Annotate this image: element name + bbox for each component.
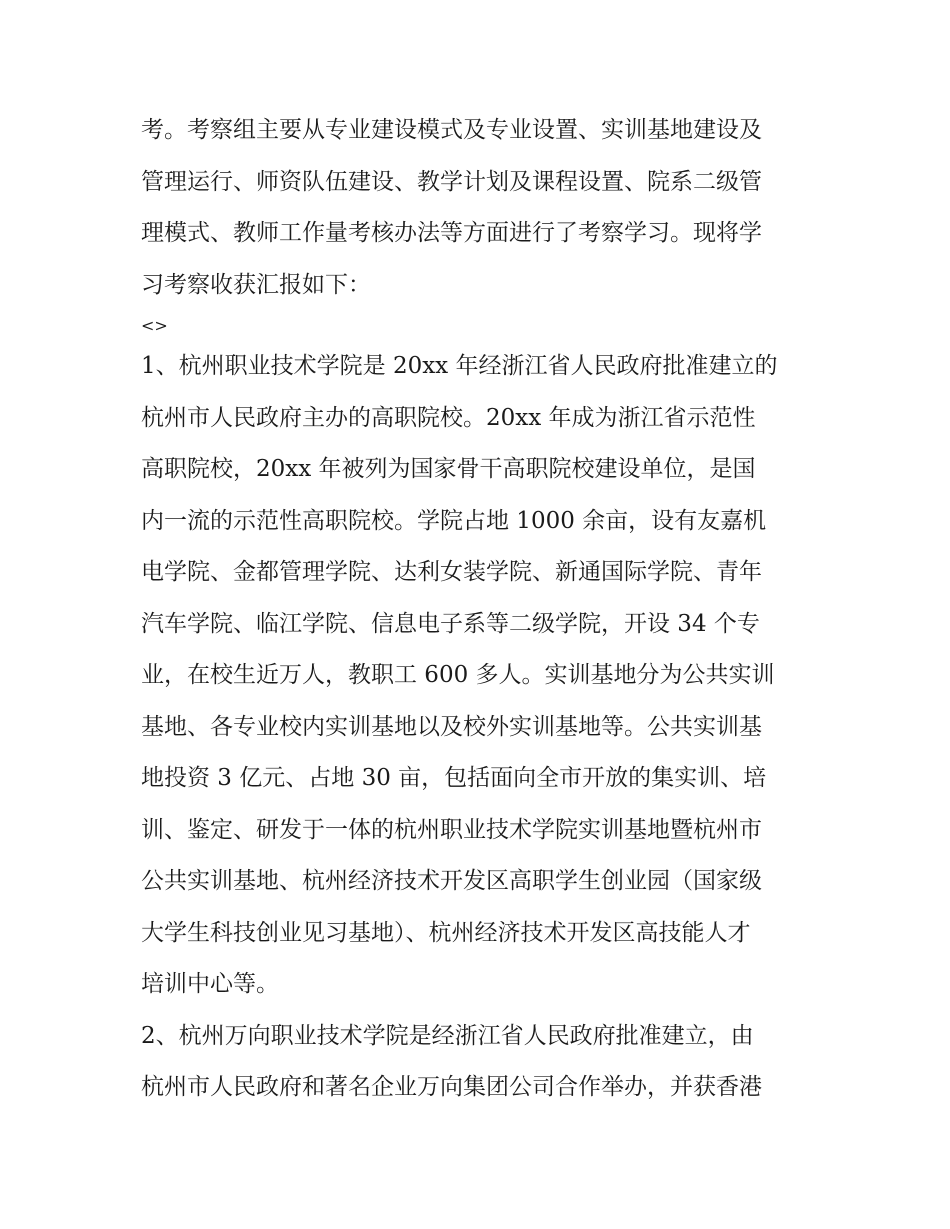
text-line: 训、鉴定、研发于一体的杭州职业技术学院实训基地暨杭州市 [141, 816, 762, 843]
text-line: 公共实训基地、杭州经济技术开发区高职学生创业园（国家级 [141, 868, 762, 894]
text-line: 杭州市人民政府和著名企业万向集团公司合作举办，并获香港 [141, 1074, 762, 1100]
document-body [141, 105, 821, 1114]
text-line: 内一流的示范性高职院校。学院占地 1000 余亩，设有友嘉机 [141, 507, 767, 534]
text-line: 汽车学院、临江学院、信息电子系等二级学院，开设 34 个专 [141, 610, 760, 637]
text-line: 杭州市人民政府主办的高职院校。20xx 年成为浙江省示范性 [141, 404, 756, 431]
text-line: 基地、各专业校内实训基地以及校外实训基地等。公共实训基 [141, 713, 762, 740]
text-line: 地投资 3 亿元、占地 30 亩，包括面向全市开放的集实训、培 [141, 765, 767, 791]
text-line: 高职院校，20xx 年被列为国家骨干高职院校建设单位，是国 [141, 456, 756, 482]
text-line: 业，在校生近万人，教职工 600 多人。实训基地分为公共实训 [141, 662, 775, 688]
text-line: 管理运行、师资队伍建设、教学计划及课程设置、院系二级管 [141, 168, 762, 195]
section-marker: <> [141, 316, 168, 335]
text-line: 1、杭州职业技术学院是 20xx 年经浙江省人民政府批准建立的 [141, 353, 778, 379]
text-line: 考。考察组主要从专业建设模式及专业设置、实训基地建设及 [141, 117, 762, 143]
text-line: 大学生科技创业见习基地）、杭州经济技术开发区高技能人才 [141, 919, 751, 946]
text-line: 理模式、教师工作量考核办法等方面进行了考察学习。现将学 [141, 220, 762, 246]
text-line: 习考察收获汇报如下： [141, 271, 371, 298]
text-line: 2、杭州万向职业技术学院是经浙江省人民政府批准建立，由 [141, 1022, 754, 1049]
text-line: 电学院、金都管理学院、达利女装学院、新通国际学院、青年 [141, 559, 762, 585]
text-line: 培训中心等。 [141, 971, 279, 997]
